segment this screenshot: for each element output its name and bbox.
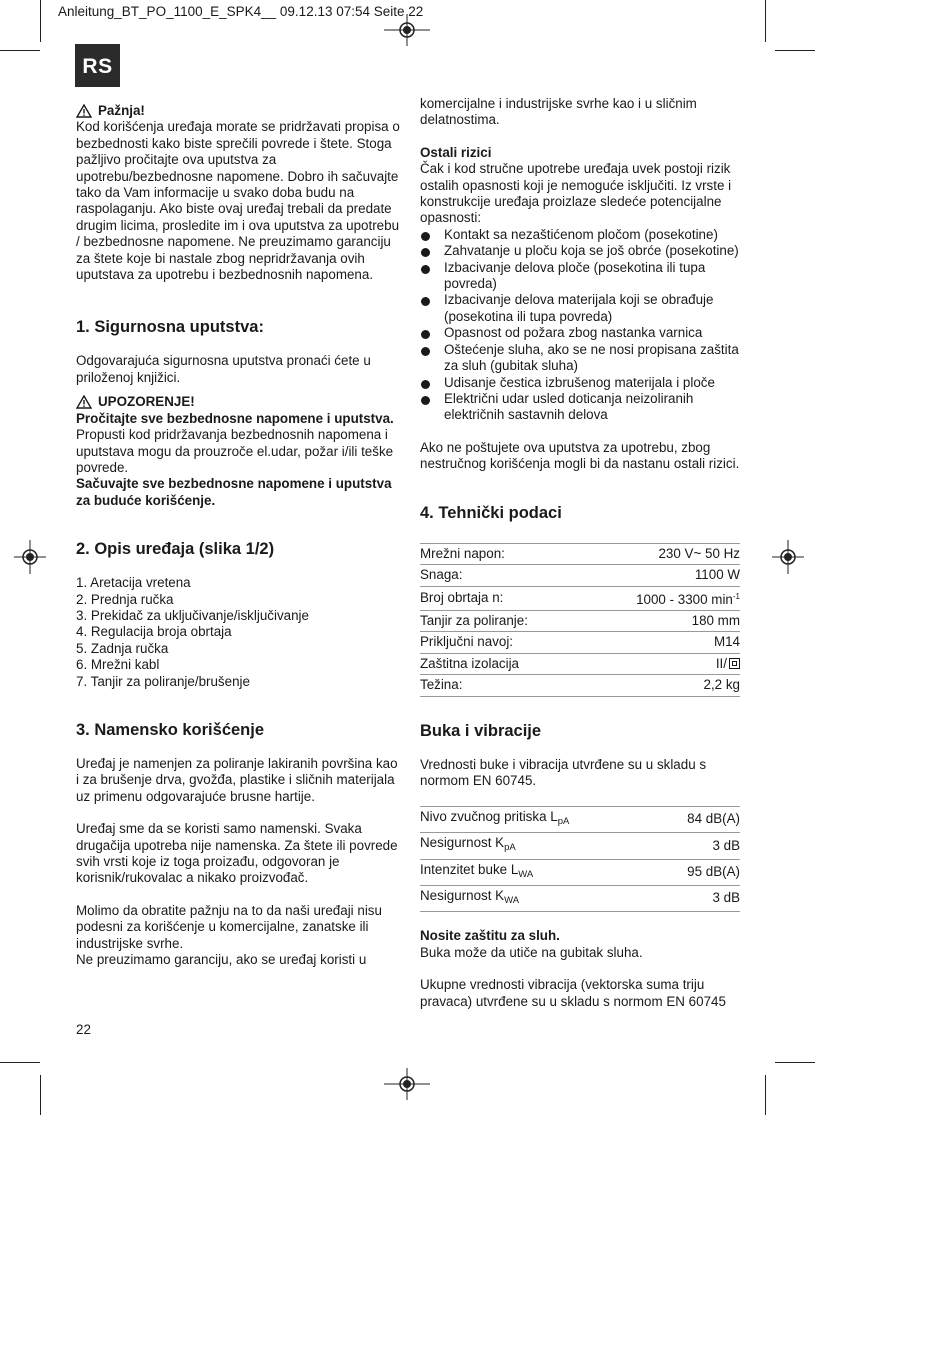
table-row [420,610,740,632]
noise-label [420,806,656,832]
hearing-protection-text: Buka može da utiče na gubitak sluha. [420,944,643,960]
noise-table [420,806,740,913]
noise-label [420,885,656,911]
list-item: 4. Regulacija broja obrtaja [76,624,232,640]
warning-triangle-icon [76,104,92,118]
hearing-protection-heading: Nosite zaštitu za sluh. [420,928,560,944]
crop-mark [775,1062,815,1063]
spec-value-superscript: -1 [732,591,740,601]
noise-label-text: Nesigurnost K [420,887,505,903]
attention-text: Kod korišćenja uređaja morate se pridržavati propisa o bezbednosti kako biste sprečili povrede i štete. Stoga pažljivo pročitajte ova uputstva za upotrebu/bezbednosne napomene. Dobro ih sačuvajte tako da Vam informacije u svako doba budu na raspolaganju. Ako biste ovaj uređaj trebali da predate drugim licima, prosledite im i ova uputstva za upotrebu / bezbednosne napomene. Ne preuzimamo garanciju za štete koje bi nastale zbog nepridržavanja ovih uputstava za upotrebu i bezbednosnih napomena. [76,119,400,283]
noise-label-subscript: pA [557,815,570,827]
noise-intro: Vrednosti buke i vibracija utvrđene su u skladu s normom EN 60745. [420,756,707,789]
list-item: 1. Aretacija vretena [76,575,191,591]
section-2-title: 2. Opis uređaja (slika 1/2) [76,540,275,559]
noise-label-text: Nesigurnost K [420,835,505,851]
list-item: 2. Prednja ručka [76,591,174,607]
spec-value: 180 mm [583,610,740,632]
registration-mark-icon [384,1068,430,1100]
risks-list [420,227,745,424]
table-row [420,653,740,675]
spec-label: Težina: [420,675,583,697]
file-info-header: Anleitung_BT_PO_1100_E_SPK4__ 09.12.13 07:54 Seite 22 [58,4,424,19]
noise-value: 84 dB(A) [656,806,740,832]
spec-label: Mrežni napon: [420,543,583,565]
crop-mark [765,1075,766,1115]
spec-label: Priključni navoj: [420,632,583,654]
noise-label [420,833,656,859]
crop-mark [40,1075,41,1115]
section-3-paragraph: Uređaj sme da se koristi samo namenski. Svaka drugačija upotreba nije namenska. Za štete ili povrede svih vrsti koje iz toga proizađu, odgovoran je korisnik/rukovalac a nikako proizvođač. [76,821,398,886]
noise-label [420,859,656,885]
attention-heading-text: Pažnja! [98,103,145,118]
warning-triangle-icon [76,395,92,409]
spec-value-cell [583,653,740,675]
spec-value: 2,2 kg [583,675,740,697]
device-parts-list [76,575,401,690]
crop-mark [765,0,766,42]
crop-mark [40,0,41,42]
noise-section-title: Buka i vibracije [420,721,542,740]
other-risks-intro: Čak i kod stručne upotrebe uređaja uvek postoji rizik ostalih opasnosti koji je nemoguće isključiti. Iz vrste i konstrukcije uređaja proizlaze sledeće potencijalne opasnosti: [420,161,732,226]
list-item: Oštećenje sluha, ako se ne nosi propisana zaštita za sluh (gubitak sluha) [420,342,745,375]
spec-label: Snaga: [420,565,583,587]
section-3-paragraph: Uređaj je namenjen za poliranje lakiranih površina kao i za brušenje drva, gvožđa, plastike i sličnih materijala uz primenu odgovarajuće brusne hartije. [76,755,398,804]
spec-value: M14 [583,632,740,654]
table-row [420,586,740,610]
list-item: Opasnost od požara zbog nastanka varnica [420,325,745,341]
section-1-text: Odgovarajuća sigurnosna uputstva pronaći ćete u priloženoj knjižici. [76,353,371,385]
noise-label-text: Intenzitet buke L [420,861,519,877]
other-risks-closing: Ako ne poštujete ova uputstva za upotrebu, zbog nestručnog korišćenja mogli bi da nastanu ostali rizici. [420,439,740,472]
spec-value-cell [583,586,740,610]
section-3-paragraph: Molimo da obratite pažnju na to da naši uređaji nisu podesni za korišćenje u komercijalne, zanatske ili industrijske svrhe. [76,902,382,951]
table-row [420,675,740,697]
table-row [420,543,740,565]
noise-value: 3 dB [656,885,740,911]
crop-mark [775,50,815,51]
list-item: 3. Prekidač za uključivanje/isključivanje [76,607,309,623]
warning-bold-1: Pročitajte sve bezbednosne napomene i uputstva. [76,410,394,426]
warning-bold-2: Sačuvajte sve bezbednosne napomene i uputstva za buduće korišćenje. [76,476,392,508]
technical-data-table [420,543,740,697]
list-item: Zahvatanje u ploču koja se još obrće (posekotine) [420,243,745,259]
page-number: 22 [76,1022,91,1037]
list-item: Izbacivanje delova materijala koji se obrađuje (posekotina ili tupa povreda) [420,292,745,325]
list-item: 5. Zadnja ručka [76,640,169,656]
spec-value: 1000 - 3300 min [636,591,733,607]
double-insulation-icon [729,658,740,669]
attention-heading [76,103,401,119]
spec-label: Broj obrtaja n: [420,586,583,610]
section-3-title: 3. Namensko korišćenje [76,720,265,739]
spec-value: II/ [715,655,727,671]
noise-label-subscript: WA [504,894,520,906]
left-column [76,103,401,968]
noise-value: 95 dB(A) [656,859,740,885]
vibration-text: Ukupne vrednosti vibracija (vektorska suma triju pravaca) utvrđene su u skladu s normom EN 60745 [420,977,726,1009]
spec-label: Zaštitna izolacija [420,653,583,675]
section-1-title: 1. Sigurnosna uputstva: [76,318,264,337]
registration-mark-icon [772,540,804,574]
registration-mark-icon [384,14,430,46]
noise-label-text: Nivo zvučnog pritiska L [420,808,558,824]
warning-heading-text: UPOZORENJE! [98,394,195,410]
noise-label-subscript: pA [504,842,516,854]
table-row [420,806,740,832]
language-badge: RS [75,44,120,87]
list-item: 6. Mrežni kabl [76,657,160,673]
spec-value: 230 V~ 50 Hz [583,543,740,565]
noise-value: 3 dB [656,833,740,859]
spec-label: Tanjir za poliranje: [420,610,583,632]
warning-heading [76,394,401,410]
table-row [420,632,740,654]
list-item: Izbacivanje delova ploče (posekotina ili tupa povreda) [420,260,745,293]
continuation-text: komercijalne i industrijske svrhe kao i u sličnim delatnostima. [420,96,697,128]
table-row [420,885,740,911]
list-item: Udisanje čestica izbrušenog materijala i ploče [420,375,745,391]
list-item: Električni udar usled doticanja neizoliranih električnih sastavnih delova [420,391,745,424]
section-4-title: 4. Tehnički podaci [420,503,562,522]
table-row [420,833,740,859]
warning-text: Propusti kod pridržavanja bezbednosnih napomena i uputstava mogu da prouzroče el.udar, požar i/ili teške povrede. [76,427,394,475]
crop-mark [0,50,40,51]
list-item: Kontakt sa nezaštićenom pločom (posekotine) [420,227,745,243]
right-column [420,96,745,1010]
list-item: 7. Tanjir za poliranje/brušenje [76,673,250,689]
noise-label-subscript: WA [518,868,534,880]
crop-mark [0,1062,40,1063]
spec-value: 1100 W [583,565,740,587]
table-row [420,859,740,885]
table-row [420,565,740,587]
registration-mark-icon [14,540,46,574]
other-risks-heading: Ostali rizici [420,144,492,160]
section-3-paragraph: Ne preuzimamo garanciju, ako se uređaj koristi u [76,952,367,968]
